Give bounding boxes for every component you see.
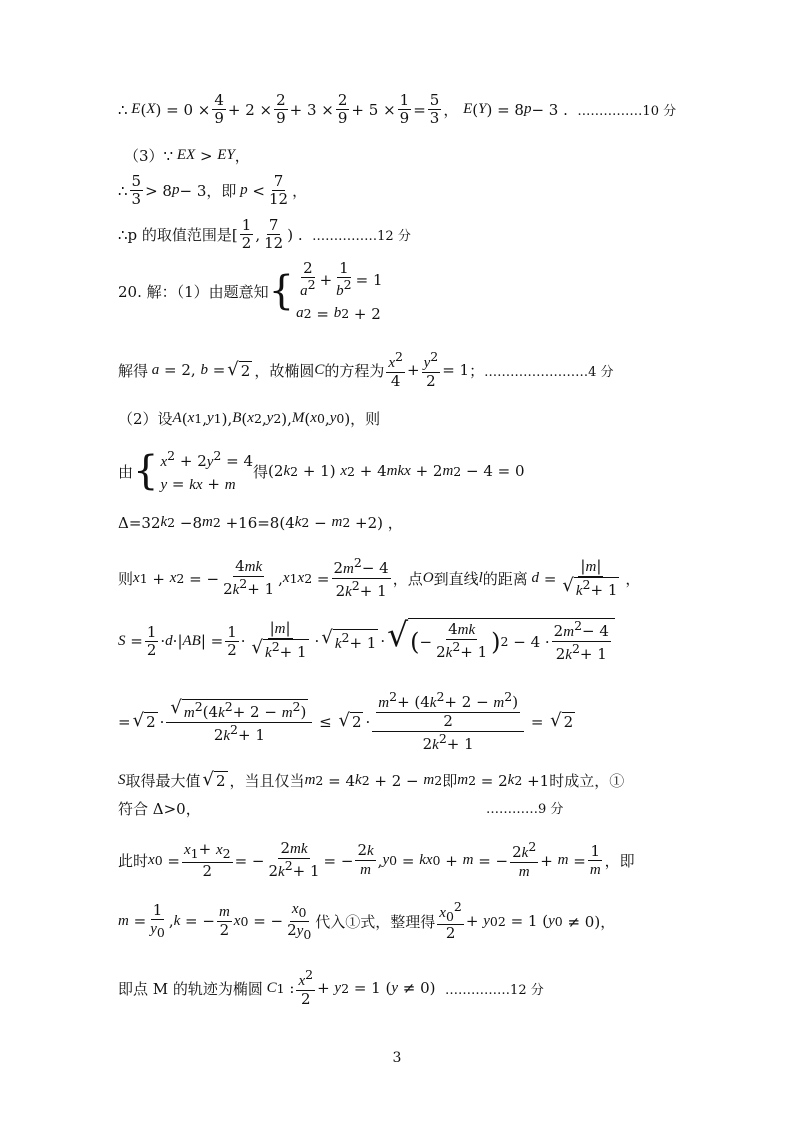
page-number: 3 — [392, 1050, 402, 1066]
line-part2: （2）设 A ( x 1 , y 1 ), B ( x 2 , y 2 ), M ( x 0 , y 0 ) ，则 — [118, 409, 381, 428]
line-p-range: ∴ p 的取值范围是 [ $\frac{1}{2}$ , $\frac{7}{12}$ ) . ……………12 分 — [118, 216, 411, 253]
score-10: ……………10 分 — [577, 104, 677, 120]
line-midpoint: 此时 x 0 = $\frac{x_1+ x_2}{2}$ = − $\frac{2mk}{2k^2+ 1}$ = − $\frac{2k}{m}$ , y 0 = kx 0 + m = − $\frac{2k^2}{m}$ + m = $\frac{1}{m}$ ，即 — [118, 839, 635, 881]
line-max-condition: S 取得最大值 √ 2 ，当且仅当 m 2 = 4 k 2 + 2 − m 2 即 m 2 = 2 k 2 +1 时成立，① — [118, 769, 625, 790]
therefore-symbol: ∴ — [118, 100, 128, 119]
line-inequality: ∴ $\frac{5}{3}$ > 8 p − 3 ，即 p < $\frac{7}{12}$ ， — [118, 172, 308, 209]
line-satisfy: 符合 Δ>0， — [118, 800, 201, 818]
score-12b: ……………12 分 — [445, 982, 544, 998]
score-4: ……………………4 分 — [484, 364, 614, 380]
line-area-s: S = $\frac{1}{2}$ · d ·| AB | = $\frac{1}{2}$ · |m| √ $k^2+ 1$ · √ $k^2+ 1$ · √ ( − $\frac{4mk}{2k^2+ 1}$ ) 2 − 4 · $\frac{2m^2- 4}{2k^2+ 1}$ — [118, 618, 617, 665]
line-locus: 即点 M 的轨迹为椭圆 C 1 : $\frac{x^2}{2}$ + y 2 = 1 ( y ≠ 0) ……………12 分 — [118, 967, 544, 1009]
score-12a: ……………12 分 — [312, 229, 411, 245]
line-ex: ∴ E ( X ) = 0 × $\frac{4}{9}$ + 2 × $\frac{2}{9}$ + 3 × $\frac{2}{9}$ + 5 × $\frac{1}{9}$ = $\frac{5}{3}$ ， E ( Y ) = 8 p − 3 . ……………10 分 — [118, 91, 677, 128]
line-part3: （3） ∵ EX > EY ， — [124, 146, 250, 165]
problem-20-part1: 20. 解：（1）由题意知 { $\frac{2}{a^2}$ + $\frac{1}{b^2}$ = 1 a 2 = b 2 + 2 — [118, 259, 383, 323]
line-system: 由 { $x^2 + 2y^2 = 4$ y = kx + m 得 (2 k 2 + 1) x 2 + 4 mkx + 2 m 2 − 4 = 0 — [118, 448, 525, 494]
line-substitute: m = $\frac{1}{y_0}$ , k = − $\frac{m}{2}$ x 0 = − $\frac{x_0}{2y_0}$ 代入①式，整理得 $\frac{x_0^2}{2}$ + y 0 2 = 1 ( y 0 ≠ 0)， — [118, 899, 616, 943]
line-am-gm: = √ 2 · √ $m^2(4k^2+ 2 - m^2)$ $2k^2+ 1$ ≤ √ 2 · $\frac{\frac{m^2+ (4k^2+ 2 - m^2)}{2}}{2k^2+ 1}$ = √ 2 — [118, 689, 574, 753]
line-vieta: 则 x 1 + x 2 = − $\frac{4mk}{2k^2+ 1}$ , x 1 x 2 = $\frac{2m^2- 4}{2k^2+ 1}$ ，点 O 到直线 l 的距离 d = |m| √ $k^2+ 1$ ， — [118, 555, 641, 601]
line-delta: Δ=32 k 2 −8 m 2 +16=8(4 k 2 − m 2 +2) ， — [118, 513, 403, 532]
line-score-9 — [486, 798, 563, 817]
score-9: …………9 分 — [486, 802, 564, 817]
line-solve-ab: 解得 a = 2, b = √ 2 ，故椭圆 C 的方程为 $\frac{x^2}{4}$ + $\frac{y^2}{2}$ = 1 ； ……………………4 分 — [118, 349, 614, 391]
